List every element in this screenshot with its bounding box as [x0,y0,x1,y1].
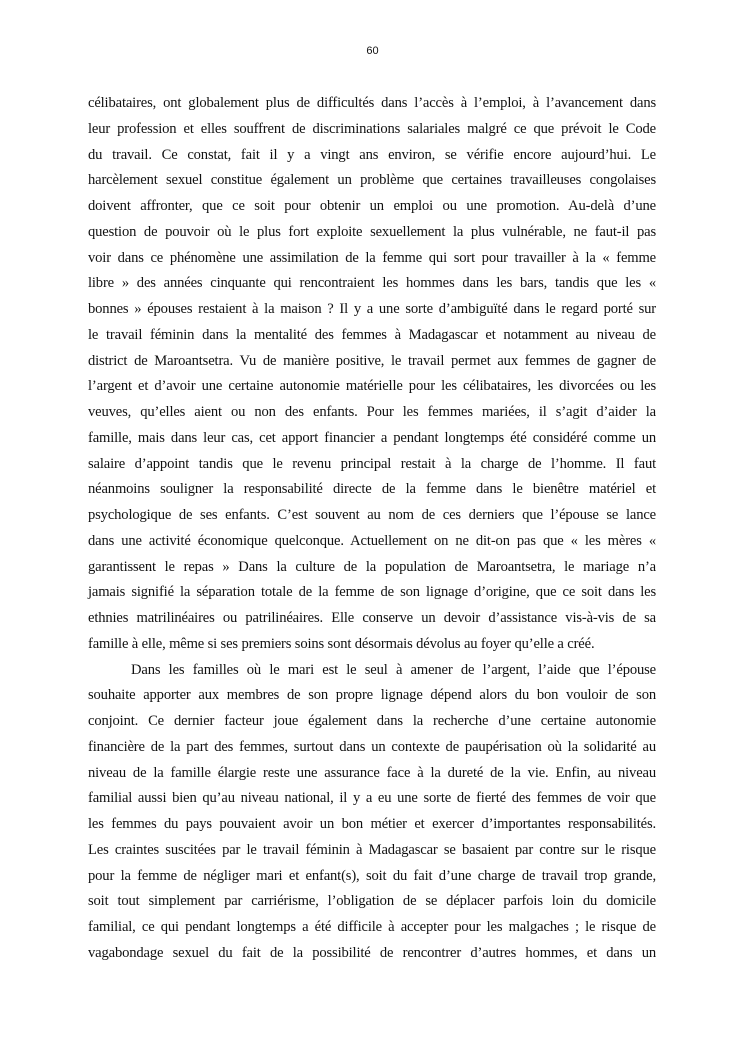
text-line: question de pouvoir où le plus fort exploite sexuellement la plus vulnérable, ne faut-il pas [88,223,656,240]
text-line: garantissent le repas » Dans la culture de la population de Maroantsetra, le mariage n’a [88,558,656,575]
text-line: jamais signifié la séparation totale de la femme de son lignage d’origine, que ce soit dans les [88,584,656,601]
text-line: néanmoins souligner la responsabilité directe de la femme dans le bienêtre matériel et [88,481,656,498]
text-line: pour la femme de négliger mari et enfant(s), soit du fait d’une charge de travail trop grande, [88,867,656,884]
text-line: psychologique de ses enfants. C’est souvent au nom de ces derniers que l’épouse se lance [88,507,656,523]
text-line: souhaite apporter aux membres de son propre lignage dépend alors du bon vouloir de son [88,687,656,704]
text-line: famille, mais dans leur cas, cet apport financier a pendant longtemps été considéré comme un [88,429,656,446]
text-line: salaire d’appoint tandis que le revenu principal restait à la charge de l’homme. Il faut [88,455,656,472]
text-line: harcèlement sexuel constitue également un problème que certaines travailleuses congolaises [88,172,656,189]
text-line: libre » des années cinquante qui rencontraient les hommes dans les bars, tandis que les « [88,275,656,292]
text-line: familial, ce qui pendant longtemps a été difficile à accepter pour les malgaches ; le risque de [88,919,656,935]
text-line: soit tout simplement par carriérisme, l’obligation de se déplacer parfois loin du domicile [88,893,656,910]
page-number: 60 [366,45,379,57]
text-line: doivent affronter, que ce soit pour obtenir un emploi ou une promotion. Au-delà d’une [88,198,656,214]
text-line: du travail. Ce constat, fait il y a vingt ans environ, se vérifie encore aujourd’hui. Le [88,146,656,163]
text-line: vagabondage sexuel du fait de la possibilité de rencontrer d’autres hommes, et dans un [88,944,656,961]
text-line: l’argent et d’avoir une certaine autonomie matérielle pour les célibataires, les divorcées ou les [88,378,656,395]
text-line: le travail féminin dans la mentalité des femmes à Madagascar et notamment au niveau de [88,326,656,343]
text-line: voir dans ce phénomène une assimilation de la femme qui sort pour travailler à la « femme [88,249,656,266]
text-line: familial aussi bien qu’au niveau national, il y a eu une sorte de fierté des femmes de voir que [88,790,656,807]
text-line: veuves, qu’elles aient ou non des enfants. Pour les femmes mariées, il s’agit d’aider la [88,404,656,420]
text-line: bonnes » épouses restaient à la maison ? Il y a une sorte d’ambiguïté dans le regard porté sur [88,301,656,317]
text-line: leur profession et elles souffrent de discriminations salariales malgré ce que prévoit le Code [88,120,656,137]
text-line: dans une activité économique quelconque. Actuellement on ne dit-on pas que « les mères « [88,532,656,549]
text-line: famille à elle, même si ses premiers soins sont désormais dévolus au foyer qu’elle a créé. [88,635,595,652]
text-line: financière de la part des femmes, surtout dans un contexte de paupérisation où la solidarité au [88,738,656,755]
text-line: Dans les familles où le mari est le seul à amener de l’argent, l’aide que l’épouse [131,661,656,678]
text-line: célibataires, ont globalement plus de difficultés dans l’accès à l’emploi, à l’avancement dans [88,95,656,111]
text-line: les femmes du pays pouvaient avoir un bon métier et exercer d’importantes responsabilités. [88,816,656,832]
text-line: Les craintes suscitées par le travail féminin à Madagascar se basaient par contre sur le risque [88,841,656,858]
text-line: niveau de la famille élargie reste une assurance face à la dureté de la vie. Enfin, au niveau [88,764,656,781]
document-body [88,91,656,967]
text-line: conjoint. Ce dernier facteur joue également dans la recherche d’une certaine autonomie [88,713,656,729]
text-line: ethnies matrilinéaires ou patrilinéaires. Elle conserve un devoir d’assistance vis-à-vis de sa [88,610,656,626]
text-line: district de Maroantsetra. Vu de manière positive, le travail permet aux femmes de gagner de [88,352,656,369]
